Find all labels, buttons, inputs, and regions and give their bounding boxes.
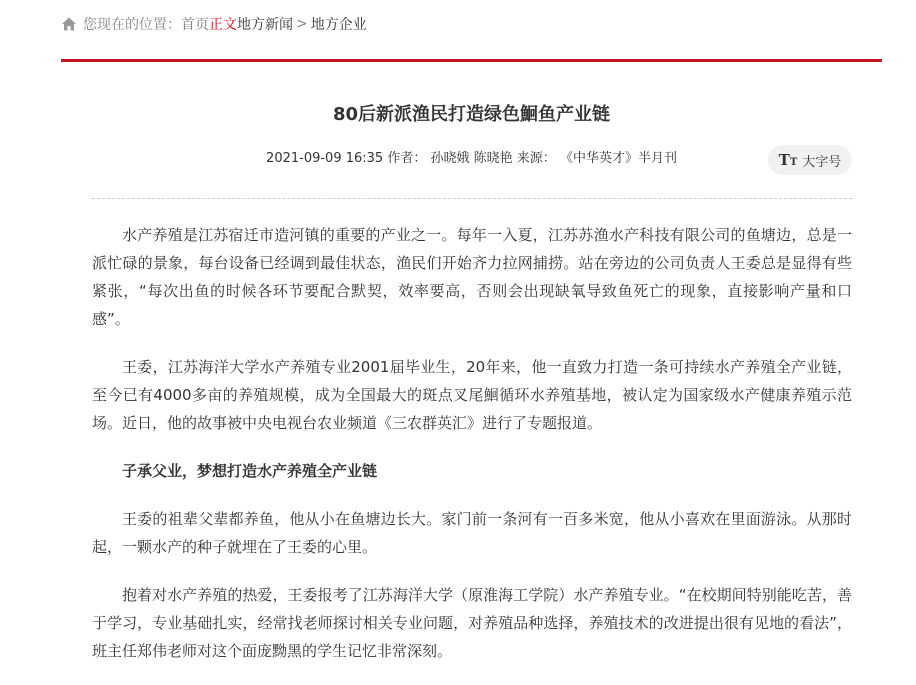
breadcrumb-home-link[interactable]: 首页 — [181, 17, 209, 33]
large-font-label: 大字号 — [802, 154, 842, 170]
article-paragraph: 抱着对水产养殖的热爱，王委报考了江苏海洋大学（原淮海工学院）水产养殖专业。“在校期间特别能吃苦，善于学习，专业基础扎实，经常找老师探讨相关专业问题，对养殖品种选择，养殖技术的改进提出很有见地的看法”，班主任郑伟老师对这个面庞黝黑的学生记忆非常深刻。 — [92, 586, 852, 660]
article-title: 80后新派渔民打造绿色鮰鱼产业链 — [332, 104, 611, 125]
header-divider — [61, 59, 882, 62]
breadcrumb-section-link[interactable]: 地方新闻 — [237, 17, 293, 33]
article-paragraph: 水产养殖是江苏宿迁市造河镇的重要的产业之一。每年一入夏，江苏苏渔水产科技有限公司的鱼塘边，总是一派忙碌的景象，每台设备已经调到最佳状态，渔民们开始齐力拉网捕捞。站在旁边的公司负责人王委总是显得有些紧张，“每次出鱼的时候各环节要配合默契，效率要高，否则会出现缺氧导致鱼死亡的现象，直接影响产量和口感”。 — [92, 226, 852, 328]
article-body — [92, 221, 852, 685]
breadcrumb — [61, 14, 367, 34]
home-icon[interactable] — [61, 16, 77, 32]
breadcrumb-prefix: 您现在的位置： — [83, 17, 181, 33]
breadcrumb-current: 正文 — [209, 17, 237, 33]
breadcrumb-subsection-link[interactable]: 地方企业 — [310, 17, 367, 33]
article-paragraph: 王委的祖辈父辈都养鱼，他从小在鱼塘边长大。家门前一条河有一百多米宽，他从小喜欢在里面游泳。从那时起，一颗水产的种子就埋在了王委的心里。 — [92, 510, 852, 556]
font-size-icon: TT — [778, 151, 798, 169]
source-label: 来源： — [516, 151, 556, 166]
breadcrumb-separator: > — [296, 16, 308, 32]
large-font-button[interactable] — [768, 145, 852, 175]
article-authors: 孙晓娥 陈晓艳 — [430, 151, 513, 166]
article-datetime: 2021-09-09 16:35 — [266, 151, 384, 166]
article-paragraph: 王委，江苏海洋大学水产养殖专业2001届毕业生，20年来，他一直致力打造一条可持续水产养殖全产业链，至今已有4000多亩的养殖规模，成为全国最大的斑点叉尾鮰循环水养殖基地，被认定为国家级水产健康养殖示范场。近日，他的故事被中央电视台农业频道《三农群英汇》进行了专题报道。 — [92, 358, 852, 432]
meta-divider — [92, 198, 852, 199]
article-meta — [61, 147, 882, 166]
author-label: 作者： — [387, 151, 427, 166]
article-subheading: 子承父业，梦想打造水产养殖全产业链 — [122, 462, 378, 480]
article-source: 《中华英才》半月刊 — [559, 151, 677, 166]
